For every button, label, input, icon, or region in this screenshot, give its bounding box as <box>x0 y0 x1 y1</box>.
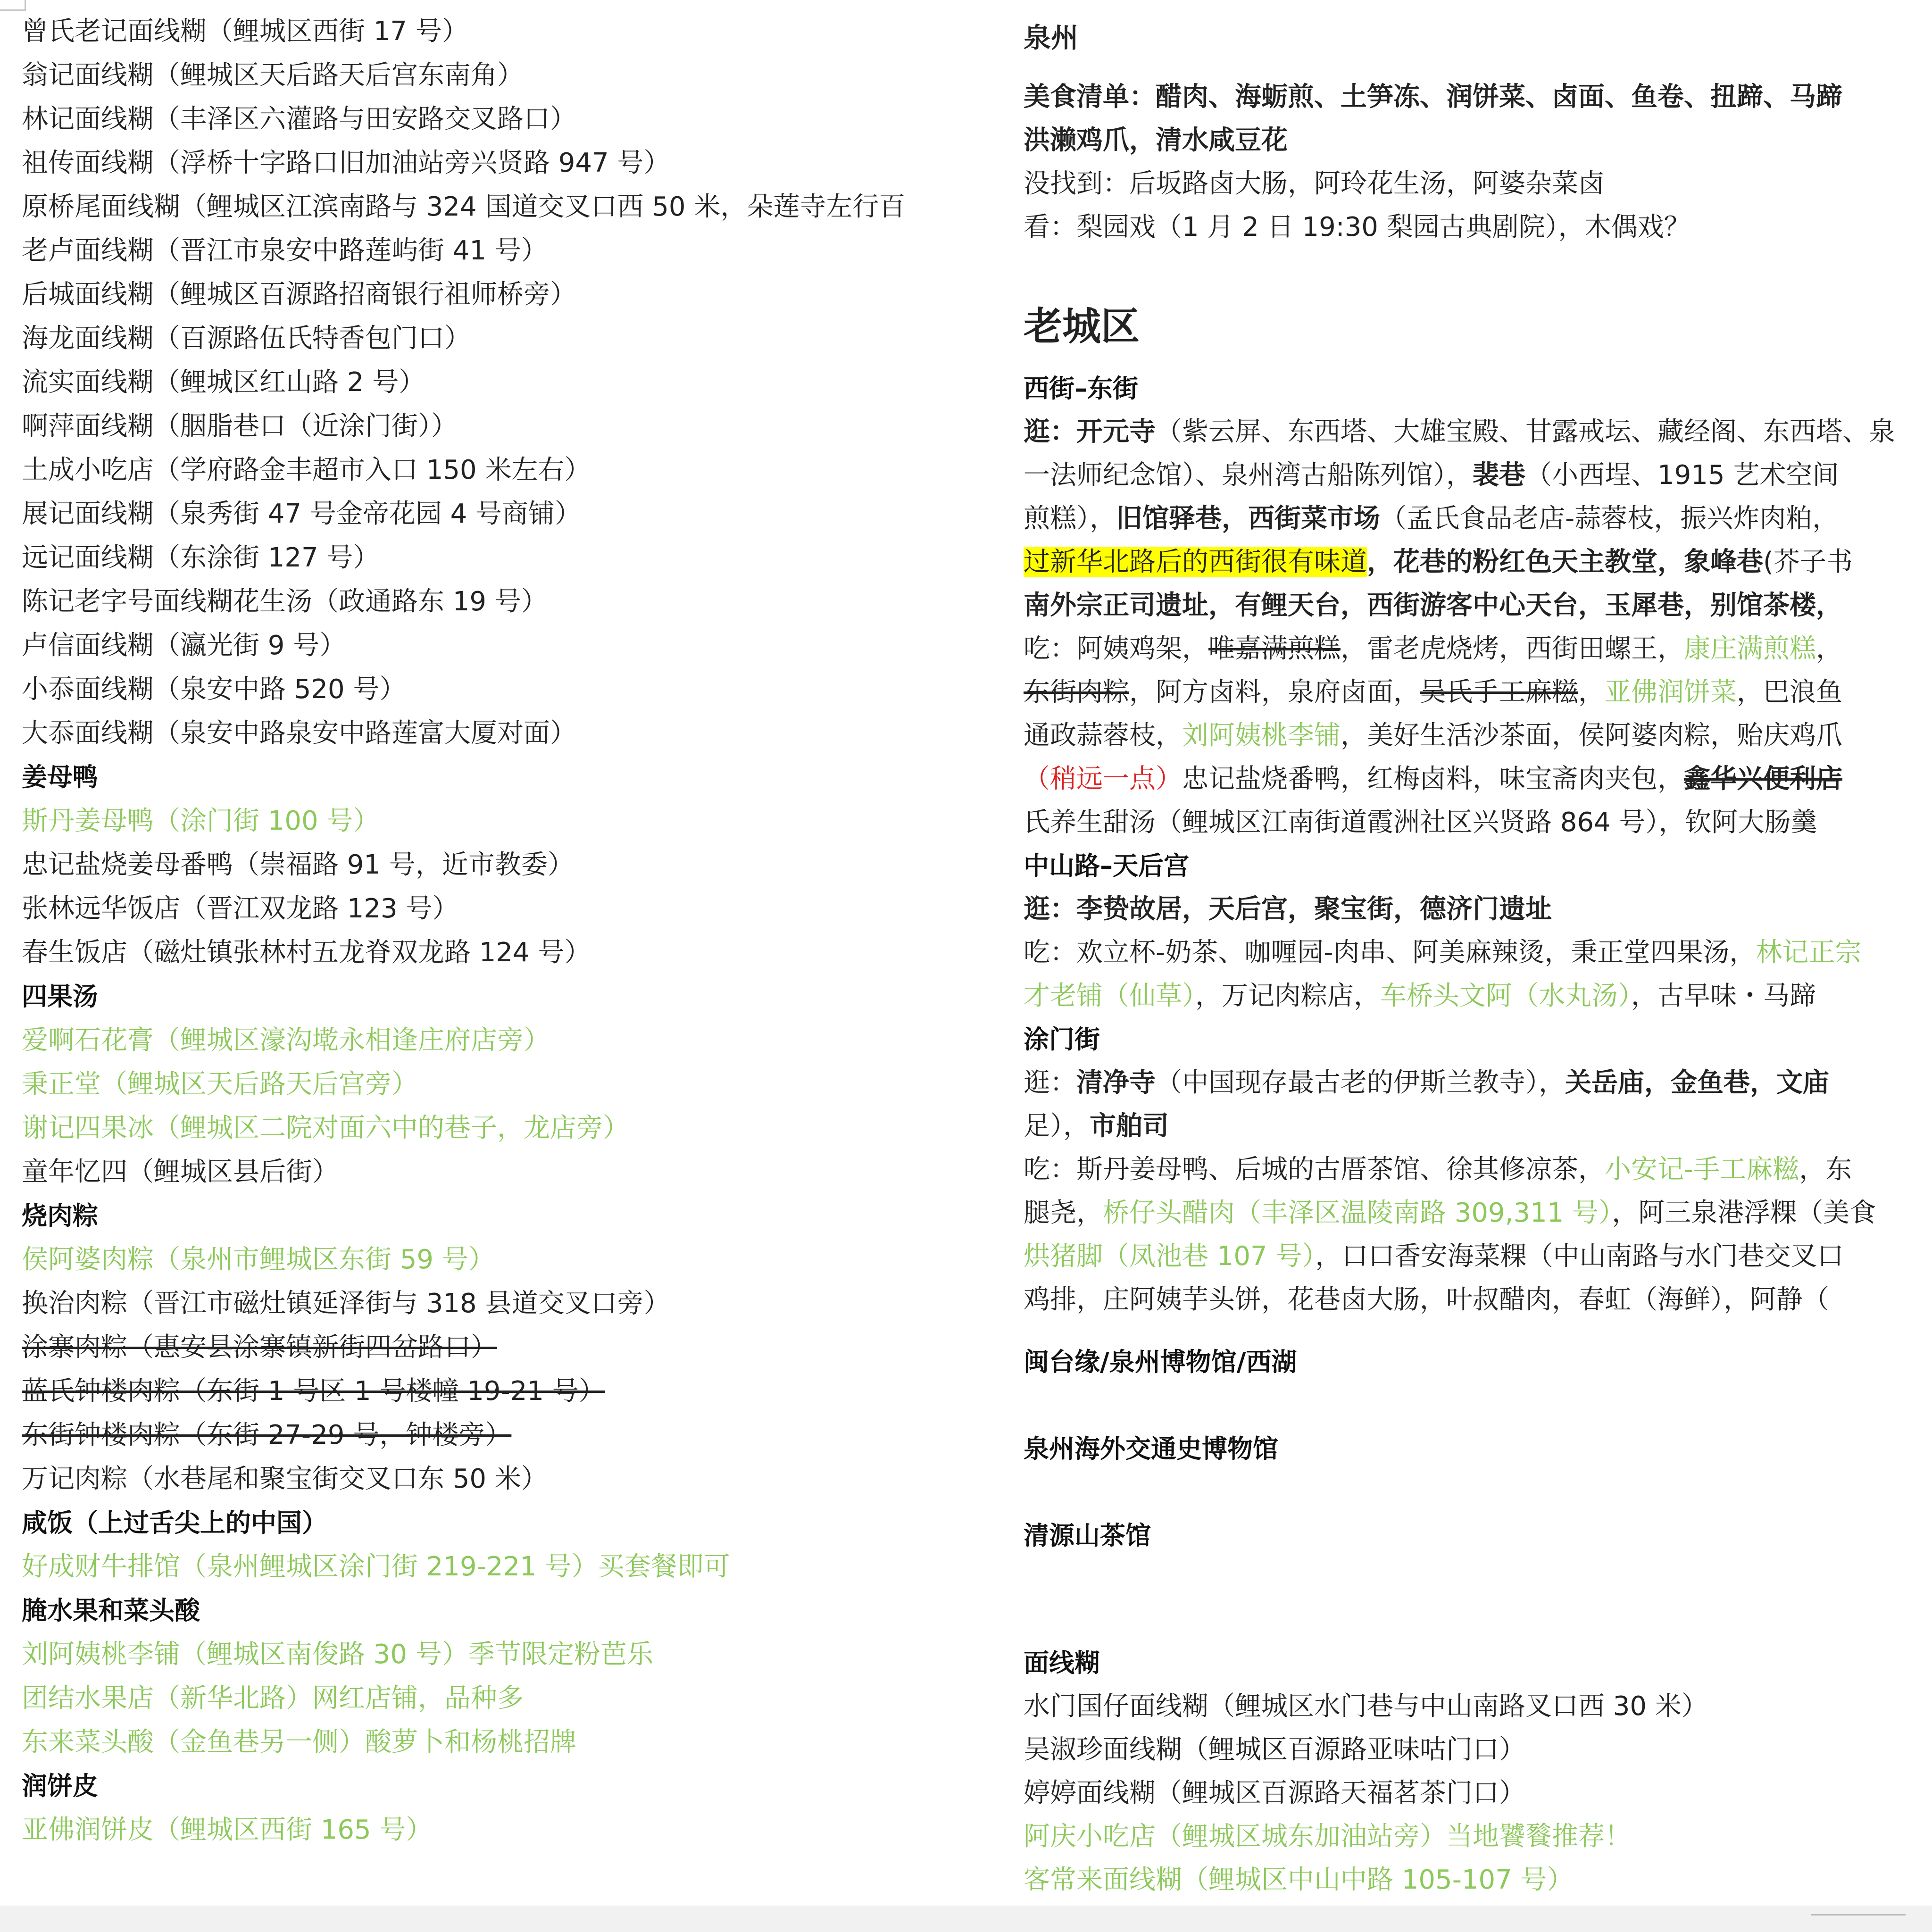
text-span: 烘猪脚（凤池巷 107 号） <box>1024 1241 1316 1272</box>
list-item: 小忝面线糊（泉安中路 520 号） <box>22 674 406 705</box>
text-span: ，古早味・马蹄 <box>1631 981 1816 1011</box>
text-span: 腿尧， <box>1024 1198 1103 1228</box>
section-heading-ginger-duck: 姜母鸭 <box>22 762 98 792</box>
text-span: ，美好生活沙茶面，侯阿婆肉粽，贻庆鸡爪 <box>1341 720 1842 751</box>
text-line <box>1024 410 1932 454</box>
text-span: 逛： <box>1024 1067 1076 1098</box>
food-list-line <box>1024 75 1932 119</box>
list-item: 涂寨肉粽（惠安县涂寨镇新街四岔路口） <box>22 1332 497 1363</box>
list-item: 卢信面线糊（瀛光街 9 号） <box>22 630 346 661</box>
text-line <box>1024 714 1932 758</box>
text-span: 林记正宗 <box>1756 937 1862 968</box>
text-span: ，阿三泉港浮粿（美食 <box>1612 1198 1876 1228</box>
list-item: 刘阿姨桃李铺（鲤城区南俊路 30 号）季节限定粉芭乐 <box>22 1639 653 1670</box>
list-item: 远记面线糊（东涂街 127 号） <box>22 542 380 573</box>
list-item: 后城面线糊（鲤城区百源路招商银行祖师桥旁） <box>22 279 576 310</box>
text-span: 吃：阿姨鸡架， <box>1024 633 1208 664</box>
text-span: 关岳庙，金鱼巷，文庙 <box>1565 1067 1829 1098</box>
list-item: 客常来面线糊（鲤城区中山中路 105-107 号） <box>1024 1865 1574 1895</box>
text-span: 逛： <box>1024 416 1076 447</box>
text-span: 逛： <box>1024 894 1076 924</box>
list-item: 侯阿婆肉粽（泉州市鲤城区东街 59 号） <box>22 1244 495 1275</box>
text-span: （稍远一点） <box>1024 764 1182 794</box>
list-item: 原桥尾面线糊（鲤城区江滨南路与 324 国道交叉口西 50 米，朵莲寺左行百 <box>22 192 906 222</box>
list-item: 老卢面线糊（晋江市泉安中路莲屿街 41 号） <box>22 235 548 266</box>
text-line: 鸡排，庄阿姨芋头饼，花巷卤大肠，叶叔醋肉，春虹（海鲜），阿静（ <box>1024 1284 1829 1315</box>
text-span: 康庄满煎糕 <box>1684 633 1816 664</box>
text-span: 清净寺 <box>1076 1067 1156 1098</box>
text-span: 桥仔头醋肉（丰泽区温陵南路 309,311 号） <box>1103 1198 1612 1228</box>
list-item: 东街钟楼肉粽（东街 27-29 号，钟楼旁） <box>22 1420 512 1450</box>
food-list-line-2: 洪濑鸡爪，清水咸豆花 <box>1024 125 1288 156</box>
list-item: 大忝面线糊（泉安中路泉安中路莲富大厦对面） <box>22 718 576 749</box>
text-span: 唯嘉满煎糕 <box>1208 633 1341 664</box>
list-item: 爱啊石花膏（鲤城区濠沟墘永相逢庄府店旁） <box>22 1025 550 1056</box>
list-item: 土成小吃店（学府路金丰超市入口 150 米左右） <box>22 455 591 485</box>
list-item: 童年忆四（鲤城区县后街） <box>22 1157 339 1187</box>
list-item: 团结水果店（新华北路）网红店铺，品种多 <box>22 1683 524 1714</box>
text-span: 一法师纪念馆）、泉州湾古船陈列馆）， <box>1024 460 1473 491</box>
text-span: 市舶司 <box>1090 1111 1169 1141</box>
text-span: 裴巷 <box>1473 460 1525 491</box>
list-item: 斯丹姜母鸭（涂门街 100 号） <box>22 806 380 836</box>
text-span: 东街肉粽 <box>1024 677 1129 708</box>
text-line <box>1024 1061 1932 1105</box>
text-span: 车桥头文阿（水丸汤） <box>1380 981 1631 1011</box>
text-line <box>1024 454 1932 497</box>
text-line <box>1024 931 1932 974</box>
text-span: ，雷老虎烧烤，西街田螺王， <box>1341 633 1684 664</box>
text-span: 吴氏手工麻糍 <box>1420 677 1578 708</box>
text-span: （孟氏食品老店-蒜蓉枝，振兴炸肉粕， <box>1380 503 1839 534</box>
list-item: 换治肉粽（晋江市磁灶镇延泽街与 318 县道交叉口旁） <box>22 1288 670 1319</box>
list-item: 流实面线糊（鲤城区红山路 2 号） <box>22 367 425 398</box>
text-span: 忠记盐烧番鸭，红梅卤料，味宝斋肉夹包， <box>1182 764 1684 794</box>
food-list-items: 醋肉、海蛎煎、土笋冻、润饼菜、卤面、鱼卷、扭蹄、马蹄 <box>1156 82 1842 112</box>
scrollbar-track[interactable] <box>1811 1914 1906 1925</box>
text-span: ，万记肉粽店， <box>1195 981 1380 1011</box>
text-span: 开元寺 <box>1076 416 1156 447</box>
text-span: 才老铺（仙草） <box>1024 981 1195 1011</box>
text-span: ， <box>1578 677 1605 708</box>
text-span: 足）， <box>1024 1111 1090 1141</box>
text-span: ，东 <box>1799 1154 1852 1185</box>
tea-house-heading: 清源山茶馆 <box>1024 1521 1151 1550</box>
text-line <box>1024 1105 1932 1148</box>
section-heading-four-fruit-soup: 四果汤 <box>22 982 98 1011</box>
text-span: 小安记-手工麻糍 <box>1605 1154 1799 1185</box>
text-line: 南外宗正司遗址，有鲤天台，西街游客中心天台，玉犀巷，别馆茶楼， <box>1024 590 1842 621</box>
list-item: 水门国仔面线糊（鲤城区水门巷与中山南路叉口西 30 米） <box>1024 1691 1708 1722</box>
text-span: 刘阿姨桃李铺 <box>1182 720 1341 751</box>
not-found-line: 没找到：后坂路卤大肠，阿玲花生汤，阿婆杂菜卤 <box>1024 168 1605 199</box>
list-item: 谢记四果冰（鲤城区二院对面六中的巷子，龙店旁） <box>22 1113 629 1143</box>
text-line: 氏养生甜汤（鲤城区江南街道霞洲社区兴贤路 864 号），钦阿大肠羹 <box>1024 807 1817 838</box>
window-bottom-bar <box>0 1906 1932 1932</box>
text-span: 吃：斯丹姜母鸭、后城的古厝茶馆、徐其修凉茶， <box>1024 1154 1605 1185</box>
text-line <box>1024 758 1932 801</box>
text-line <box>1024 497 1932 541</box>
section-heading-west-east-street: 西街–东街 <box>1024 374 1138 403</box>
text-line <box>1024 541 1932 584</box>
list-item: 忠记盐烧姜母番鸭（崇福路 91 号，近市教委） <box>22 849 574 880</box>
text-span: (芥子书 <box>1763 547 1853 577</box>
text-span: ，口口香安海菜粿（中山南路与水门巷交叉口 <box>1315 1241 1844 1272</box>
text-span: ， <box>1816 633 1842 664</box>
list-item: 展记面线糊（泉秀街 47 号金帝花园 4 号商铺） <box>22 499 582 529</box>
city-heading: 泉州 <box>1024 22 1079 54</box>
section-heading-pickled-fruit: 腌水果和菜头酸 <box>22 1596 200 1625</box>
section-heading-rice-dumpling: 烧肉粽 <box>22 1201 98 1231</box>
section-heading-spring-roll-skin: 润饼皮 <box>22 1771 98 1801</box>
list-item: 张林远华饭店（晋江双龙路 123 号） <box>22 893 459 924</box>
region-heading: 老城区 <box>1024 304 1140 349</box>
text-span: （中国现存最古老的伊斯兰教寺）， <box>1156 1067 1565 1098</box>
list-item: 陈记老字号面线糊花生汤（政通路东 19 号） <box>22 586 548 617</box>
list-item: 海龙面线糊（百源路伍氏特香包门口） <box>22 323 471 354</box>
watch-line: 看：梨园戏（1 月 2 日 19:30 梨园古典剧院），木偶戏？ <box>1024 212 1690 242</box>
list-item: 林记面线糊（丰泽区六灌路与田安路交叉路口） <box>22 104 576 134</box>
museum-heading: 闽台缘/泉州博物馆/西湖 <box>1024 1347 1297 1377</box>
list-item: 祖传面线糊（浮桥十字路口旧加油站旁兴贤路 947 号） <box>22 148 670 178</box>
text-span: 李贽故居，天后宫，聚宝街，德济门遗址 <box>1076 894 1552 924</box>
text-line <box>1024 627 1932 671</box>
text-span: （小西埕、1915 艺术空间 <box>1525 460 1839 491</box>
text-line <box>1024 671 1932 714</box>
text-line <box>1024 1148 1932 1191</box>
list-item: 万记肉粽（水巷尾和聚宝街交叉口东 50 米） <box>22 1464 548 1494</box>
list-item: 翁记面线糊（鲤城区天后路天后宫东南角） <box>22 60 524 91</box>
left-column <box>22 9 965 1852</box>
section-heading-zhongshan-road: 中山路–天后宫 <box>1024 851 1189 881</box>
text-span: ，花巷的粉红色天主教堂，象峰巷 <box>1367 547 1763 577</box>
section-heading-salty-rice: 咸饭（上过舌尖上的中国） <box>22 1508 327 1538</box>
list-item: 啊萍面线糊（胭脂巷口（近涂门街）） <box>22 411 458 441</box>
list-item: 春生饭店（磁灶镇张林村五龙脊双龙路 124 号） <box>22 937 591 968</box>
list-item: 曾氏老记面线糊（鲤城区西街 17 号） <box>22 16 468 47</box>
list-item: 好成财牛排馆（泉州鲤城区涂门街 219-221 号）买套餐即可 <box>22 1551 730 1582</box>
list-item: 婷婷面线糊（鲤城区百源路天福茗茶门口） <box>1024 1778 1525 1808</box>
list-item: 蓝氏钟楼肉粽（东街 1 号区 1 号楼幢 19-21 号） <box>22 1376 605 1407</box>
text-span: ，巴浪鱼 <box>1737 677 1842 708</box>
section-heading-tumen-street: 涂门街 <box>1024 1024 1100 1054</box>
text-line <box>1024 1235 1932 1278</box>
list-item: 东来菜头酸（金鱼巷另一侧）酸萝卜和杨桃招牌 <box>22 1727 576 1757</box>
museum-heading: 泉州海外交通史博物馆 <box>1024 1434 1278 1464</box>
list-item: 亚佛润饼皮（鲤城区西街 165 号） <box>22 1815 433 1845</box>
text-span: 鑫华兴便利店 <box>1684 764 1842 794</box>
text-line <box>1024 888 1932 931</box>
text-line <box>1024 1191 1932 1235</box>
list-item: 秉正堂（鲤城区天后路天后宫旁） <box>22 1069 418 1099</box>
highlighted-text: 过新华北路后的西街很有味道 <box>1024 547 1367 577</box>
right-column <box>1024 9 1932 1896</box>
section-heading-noodle-paste: 面线糊 <box>1024 1648 1100 1678</box>
list-item: 阿庆小吃店（鲤城区城东加油站旁）当地饕餮推荐！ <box>1024 1821 1631 1852</box>
text-span: 旧馆驿巷，西街菜市场 <box>1116 503 1380 534</box>
text-line <box>1024 974 1932 1018</box>
text-span: 吃：欢立杯-奶茶、咖喱园-肉串、阿美麻辣烫，秉正堂四果汤， <box>1024 937 1756 968</box>
food-list-label: 美食清单： <box>1024 82 1156 112</box>
text-span: 亚佛润饼菜 <box>1605 677 1737 708</box>
text-span: 煎糕）， <box>1024 503 1116 534</box>
list-item: 吴淑珍面线糊（鲤城区百源路亚味咕门口） <box>1024 1734 1525 1765</box>
text-span: 通政蒜蓉枝， <box>1024 720 1182 751</box>
text-span: ，阿方卤料，泉府卤面， <box>1129 677 1420 708</box>
text-span: （紫云屏、东西塔、大雄宝殿、甘露戒坛、藏经阁、东西塔、泉 <box>1156 416 1895 447</box>
